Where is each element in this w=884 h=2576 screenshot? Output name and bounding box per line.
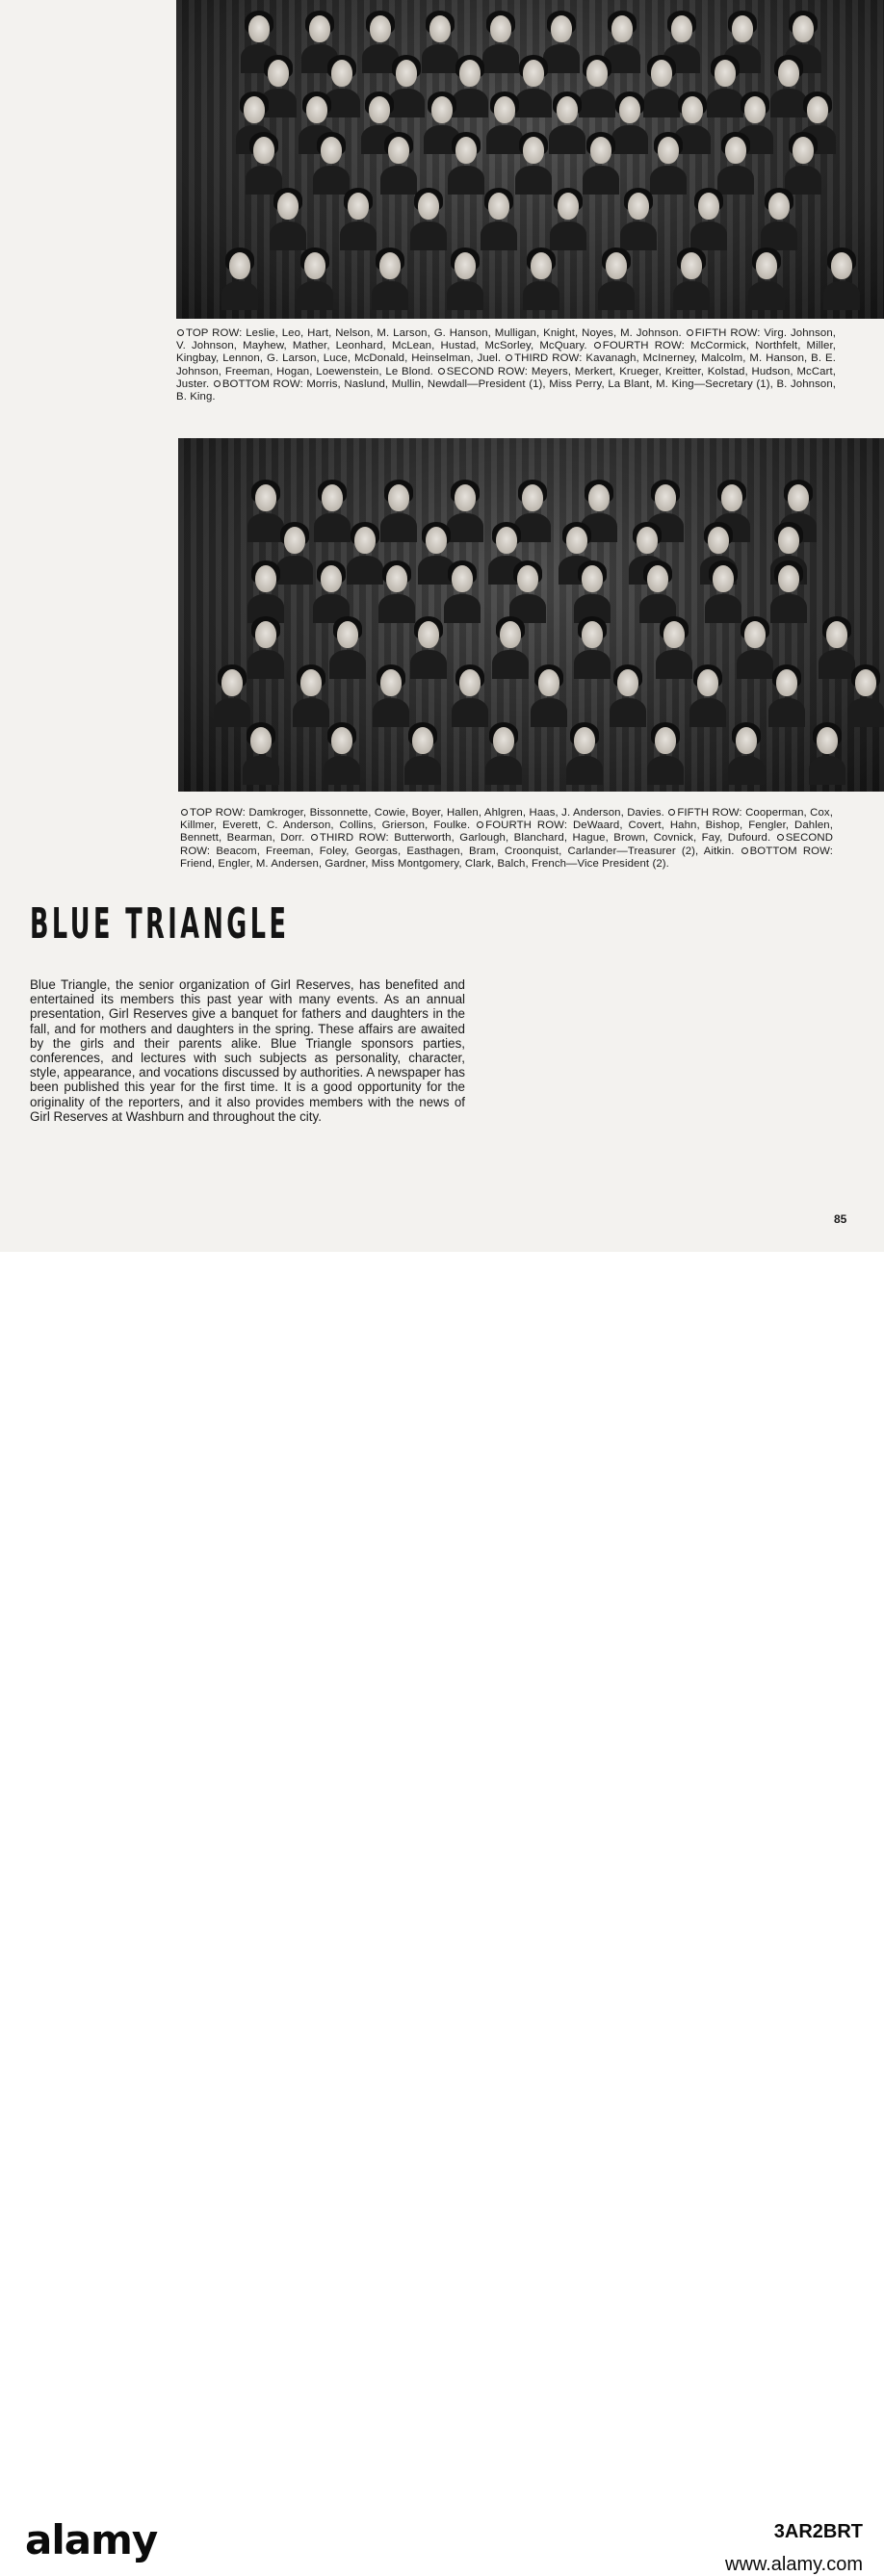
figure-face (455, 137, 477, 164)
figure-face (531, 252, 552, 279)
figure-face (354, 527, 376, 554)
figure-face (386, 565, 407, 592)
figure-face (721, 484, 742, 511)
caption-row: THIRD ROW: Kavanagh, McInerney, Malcolm, M. Hanson, B. E. Johnson, Freeman, Hogan, Loewenstein, Le Blond. (176, 352, 837, 377)
image-id: 3AR2BRT (773, 2521, 863, 2542)
figure-face (807, 96, 828, 123)
figure-face (522, 484, 543, 511)
figure-face (558, 193, 579, 220)
figure-face (606, 252, 627, 279)
caption-row: FIFTH ROW: Virg. Johnson, V. Johnson, Mayhew, Mather, Leonhard, McLean, Hustad, McSorley, McQuary. (176, 327, 837, 352)
figure-face (396, 60, 417, 87)
figure-face (663, 621, 685, 648)
caption-row: TOP ROW: Leslie, Leo, Hart, Nelson, M. Larson, G. Hanson, Mulligan, Knight, Noyes, M. Johnson. (176, 327, 682, 339)
caption-row: TOP ROW: Damkroger, Bissonnette, Cowie, Boyer, Hallen, Ahlgren, Haas, J. Anderson, Davies. (180, 807, 664, 819)
figure-face (744, 621, 766, 648)
figure-face (628, 193, 649, 220)
bullet-icon (687, 329, 693, 336)
figure-face (337, 621, 358, 648)
caption-row: BOTTOM ROW: Morris, Naslund, Mullin, Newdall—President (1), Miss Perry, La Blant, M. King—Secretary (1), B. Johnson, B. King. (176, 377, 837, 403)
figure-face (651, 60, 672, 87)
figure-face (713, 565, 734, 592)
figure-face (304, 252, 325, 279)
figure-face (778, 60, 799, 87)
figure-face (412, 727, 433, 754)
figure-face (855, 669, 876, 696)
figure-face (379, 252, 401, 279)
figure-face (744, 96, 766, 123)
figure-face (776, 669, 797, 696)
figure-face (655, 484, 676, 511)
figure-face (331, 727, 352, 754)
figure-face (500, 621, 521, 648)
figure-face (459, 60, 481, 87)
figure-face (268, 60, 289, 87)
bullet-icon (181, 809, 188, 816)
caption-row: SECOND ROW: Meyers, Merkert, Krueger, Kreitter, Kolstad, Hudson, McCart, Juster. (176, 365, 837, 390)
figure-face (370, 15, 391, 42)
bullet-icon (214, 380, 221, 387)
figure-face (255, 621, 276, 648)
bullet-icon (477, 821, 483, 828)
figure-face (725, 137, 746, 164)
group-photo-2 (178, 438, 884, 792)
figure-face (826, 621, 847, 648)
yearbook-page (0, 0, 884, 1252)
figure-face (494, 96, 515, 123)
figure-face (248, 15, 270, 42)
figure-face (715, 60, 736, 87)
figure-face (557, 96, 578, 123)
site-url: www.alamy.com (725, 2554, 863, 2575)
figure-face (348, 193, 369, 220)
figure-face (306, 96, 327, 123)
figure-face (277, 193, 299, 220)
figure-face (244, 96, 265, 123)
watermark-footer (0, 1252, 884, 2575)
figure-face (586, 60, 608, 87)
caption-row: FOURTH ROW: DeWaard, Covert, Hahn, Bishop, Fengler, Dahlen, Bennett, Bearman, Dorr. (180, 820, 833, 845)
figure-face (831, 252, 852, 279)
bullet-icon (594, 342, 601, 349)
figure-face (300, 669, 322, 696)
figure-face (590, 137, 611, 164)
figure-face (431, 96, 453, 123)
bullet-icon (311, 834, 318, 841)
figure-face (551, 15, 572, 42)
photo-2-caption (180, 807, 833, 871)
figure-face (617, 669, 638, 696)
figure-face (429, 15, 451, 42)
figure-face (637, 527, 658, 554)
figure-face (793, 137, 814, 164)
photo-1-caption (176, 327, 836, 403)
bullet-icon (438, 368, 445, 375)
figure-face (418, 193, 439, 220)
figure-face (388, 484, 409, 511)
figure-face (388, 137, 409, 164)
figure-face (756, 252, 777, 279)
figure-face (250, 727, 272, 754)
figure-face (697, 669, 718, 696)
figure-face (611, 15, 633, 42)
page-number: 85 (834, 1212, 847, 1226)
figure-face (488, 193, 509, 220)
figure-face (455, 484, 476, 511)
bullet-icon (777, 834, 784, 841)
bullet-icon (741, 847, 748, 854)
figure-face (496, 527, 517, 554)
figure-face (418, 621, 439, 648)
figure-face (681, 252, 702, 279)
figure-face (331, 60, 352, 87)
figure-face (284, 527, 305, 554)
figure-face (793, 15, 814, 42)
figure-face (517, 565, 538, 592)
figure-face (229, 252, 250, 279)
figure-face (582, 621, 603, 648)
caption-row: SECOND ROW: Beacom, Freeman, Foley, Georgas, Easthagen, Bram, Croonquist, Carlander—Treasurer (2), Aitkin. (180, 832, 834, 857)
figure-face (655, 727, 676, 754)
figure-face (671, 15, 692, 42)
figure-face (574, 727, 595, 754)
figure-face (736, 727, 757, 754)
figure-face (490, 15, 511, 42)
figure-face (778, 565, 799, 592)
figure-face (566, 527, 587, 554)
figure-face (817, 727, 838, 754)
figure-face (682, 96, 703, 123)
figure-face (221, 669, 243, 696)
figure-face (698, 193, 719, 220)
group-photo-1 (176, 0, 884, 319)
bullet-icon (177, 329, 184, 336)
figure-face (380, 669, 402, 696)
figure-face (255, 484, 276, 511)
body-paragraph: Blue Triangle, the senior organization of Girl Reserves, has benefited and entertained its members this past year with many events. As an annual presentation, Girl Reserves give a banquet for fathers and daughters in the fall, and for mothers and daughters in the spring. These affairs are awaited by the girls and their parents alike. Blue Triangle sponsors parties, conferences, and lectures with such subjects as personality, character, style, appearance, and vocations discussed by authorities. A newspaper has been published this year for the first time. It is a good opportunity for the originality of the reporters, and it also provides members with the news of Girl Reserves at Washburn and throughout the city. (30, 977, 465, 1124)
caption-row: THIRD ROW: Butterworth, Garlough, Blanchard, Hague, Brown, Covnick, Fay, Dufourd. (310, 832, 770, 844)
figure-face (523, 60, 544, 87)
figure-face (452, 565, 473, 592)
figure-face (788, 484, 809, 511)
figure-face (369, 96, 390, 123)
figure-face (732, 15, 753, 42)
figure-face (538, 669, 559, 696)
figure-face (619, 96, 640, 123)
caption-row: FOURTH ROW: McCormick, Northfelt, Miller, Kingbay, Lennon, G. Larson, Luce, McDonald, Heinselman, Juel. (176, 340, 837, 365)
figure-face (658, 137, 679, 164)
figure-face (459, 669, 481, 696)
figure-face (455, 252, 476, 279)
figure-face (321, 565, 342, 592)
figure-face (768, 193, 790, 220)
caption-row: FIFTH ROW: Cooperman, Cox, Killmer, Everett, C. Anderson, Collins, Grierson, Foulke. (180, 807, 833, 832)
caption-row: BOTTOM ROW: Friend, Engler, M. Andersen, Gardner, Miss Montgomery, Clark, Balch, French—Vice President (2). (180, 845, 834, 870)
figure-face (647, 565, 668, 592)
figure-face (493, 727, 514, 754)
bullet-icon (668, 809, 675, 816)
figure-face (426, 527, 447, 554)
figure-face (321, 137, 342, 164)
alamy-logo: alamy (25, 2516, 158, 2563)
figure-face (322, 484, 343, 511)
figure-face (588, 484, 610, 511)
figure-face (253, 137, 274, 164)
figure-face (778, 527, 799, 554)
figure-face (708, 527, 729, 554)
page-title: BLUE TRIANGLE (30, 899, 290, 949)
figure-face (582, 565, 603, 592)
figure-face (255, 565, 276, 592)
figure-face (309, 15, 330, 42)
figure-face (523, 137, 544, 164)
bullet-icon (506, 354, 512, 361)
